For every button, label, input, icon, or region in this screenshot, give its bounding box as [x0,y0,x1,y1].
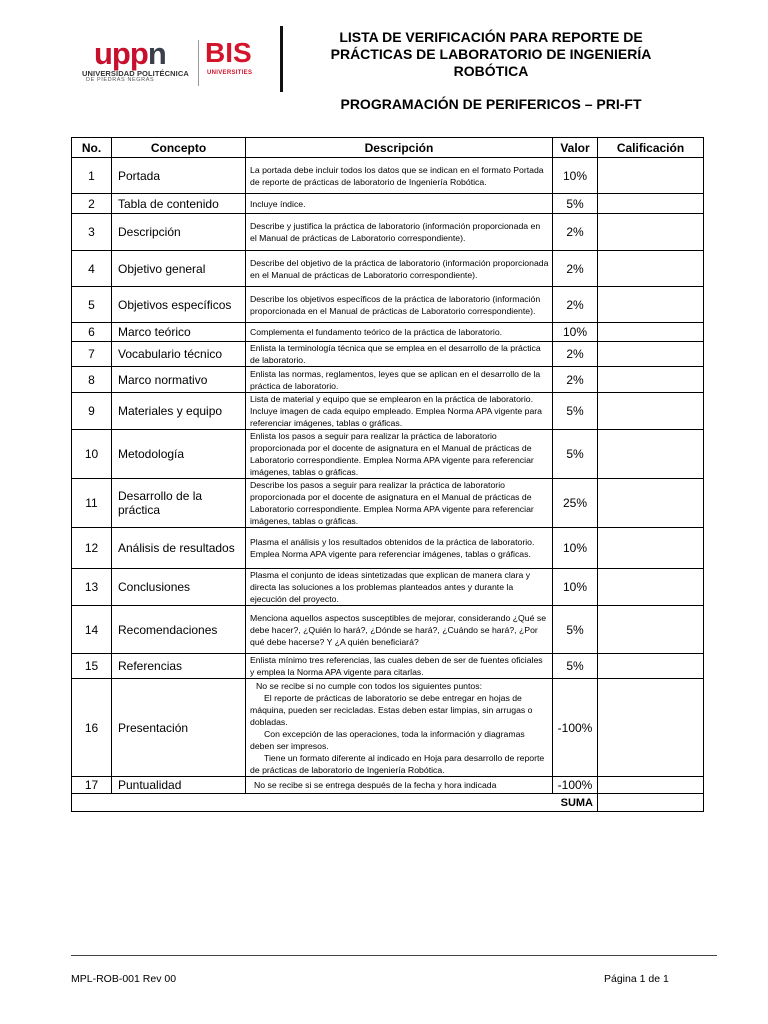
row-calificacion-cell[interactable] [598,194,704,214]
table-row [72,287,704,323]
uppn-logo-part2: n [147,36,166,71]
header-calificacion: Calificación [598,138,704,158]
suma-row [72,794,704,812]
row-calificacion-cell[interactable] [598,679,704,777]
row-valor: 2% [553,287,598,323]
row-concepto: Objetivo general [112,251,246,287]
row-calificacion-cell[interactable] [598,479,704,528]
header-concepto: Concepto [112,138,246,158]
row-concepto: Marco teórico [112,323,246,342]
presentacion-point-3: Tiene un formato diferente al indicado en Hoja para desarrollo de reporte de prácticas de laboratorio de Ingeniería Robótica. [250,752,545,775]
title-line-3: ROBÓTICA [453,63,529,79]
table-header-row [72,138,704,158]
uppn-bis-logo [80,38,280,88]
table-row [72,251,704,287]
row-concepto: Referencias [112,654,246,679]
checklist-table [71,137,704,812]
row-no: 2 [72,194,112,214]
title-line-1: LISTA DE VERIFICACIÓN PARA REPORTE DE [339,29,643,45]
row-concepto: Recomendaciones [112,606,246,654]
row-concepto: Marco normativo [112,367,246,393]
header-descripcion: Descripción [246,138,553,158]
row-concepto: Desarrollo de la práctica [112,479,246,528]
row-valor: -100% [553,777,598,794]
row-valor: 10% [553,158,598,194]
document-subtitle: PROGRAMACIÓN DE PERIFERICOS – PRI-FT [340,96,642,112]
row-no: 13 [72,569,112,606]
table-row [72,654,704,679]
table-row [72,194,704,214]
header-divider [280,26,283,92]
row-concepto: Tabla de contenido [112,194,246,214]
row-valor: 2% [553,367,598,393]
table-row [72,367,704,393]
presentacion-point-1: El reporte de prácticas de laboratorio se debe entregar en hojas de máquina, pueden ser recicladas. Estas deben estar limpias, sin arrugas o dobladas. [250,692,533,727]
row-descripcion: Enlista mínimo tres referencias, las cuales deben de ser de fuentes oficiales y emplea la Norma APA vigente para citarlas. [246,654,553,679]
row-no: 16 [72,679,112,777]
row-no: 4 [72,251,112,287]
row-no: 17 [72,777,112,794]
row-no: 14 [72,606,112,654]
row-valor: 5% [553,606,598,654]
table-row [72,342,704,367]
table-row [72,777,704,794]
suma-value-cell[interactable] [598,794,704,812]
row-concepto: Metodología [112,430,246,479]
row-calificacion-cell[interactable] [598,158,704,194]
table-row [72,214,704,251]
row-calificacion-cell[interactable] [598,569,704,606]
row-valor: 5% [553,393,598,430]
row-valor: 25% [553,479,598,528]
row-no: 10 [72,430,112,479]
row-descripcion: No se recibe si se entrega después de la fecha y hora indicada [246,777,553,794]
row-calificacion-cell[interactable] [598,606,704,654]
row-descripcion: Describe los objetivos específicos de la práctica de laboratorio (información proporcionada en el Manual de prácticas de Laboratorio correspondiente). [246,287,553,323]
table-row [72,479,704,528]
uppn-logo-line2: DE PIEDRAS NEGRAS [86,77,155,83]
row-descripcion: Enlista la terminología técnica que se emplea en el desarrollo de la práctica de laboratorio. [246,342,553,367]
row-calificacion-cell[interactable] [598,777,704,794]
row-concepto: Portada [112,158,246,194]
presentacion-point-2: Con excepción de las operaciones, toda la información y diagramas deben ser impresos. [250,728,525,751]
bis-logo-word: BIS [205,37,252,68]
table-row [72,323,704,342]
row-valor: 5% [553,430,598,479]
row-calificacion-cell[interactable] [598,323,704,342]
row-calificacion-cell[interactable] [598,393,704,430]
row-descripcion: Describe los pasos a seguir para realizar la práctica de laboratorio proporcionada por el docente de asignatura en el Manual de prácticas de Laboratorio correspondiente. Emplea Norma APA vigente para referenciar imágenes, tablas o gráficas. [246,479,553,528]
row-valor: 10% [553,528,598,569]
row-descripcion: Incluye índice. [246,194,553,214]
row-concepto: Conclusiones [112,569,246,606]
row-concepto: Descripción [112,214,246,251]
row-calificacion-cell[interactable] [598,214,704,251]
row-valor: -100% [553,679,598,777]
document-title [296,29,686,80]
row-descripcion: Enlista los pasos a seguir para realizar la práctica de laboratorio proporcionada por el docente de asignatura en el Manual de prácticas de Laboratorio correspondiente. Emplea Norma APA vigente para referenciar imágenes, tablas o gráficas. [246,430,553,479]
header-valor: Valor [553,138,598,158]
row-concepto: Análisis de resultados [112,528,246,569]
table-row [72,430,704,479]
presentacion-intro: No se recibe si no cumple con todos los siguientes puntos: [256,680,483,691]
row-valor: 2% [553,251,598,287]
row-descripcion: Plasma el análisis y los resultados obtenidos de la práctica de laboratorio. Emplea Norma APA vigente para referenciar imágenes, tablas o gráficas. [246,528,553,569]
row-valor: 2% [553,214,598,251]
row-descripcion: La portada debe incluir todos los datos que se indican en el formato Portada de reporte de prácticas de laboratorio de Ingeniería Robótica. [246,158,553,194]
row-no: 9 [72,393,112,430]
table-row [72,679,704,777]
row-no: 5 [72,287,112,323]
row-no: 11 [72,479,112,528]
table-row [72,569,704,606]
row-descripcion: Menciona aquellos aspectos susceptibles de mejorar, considerando ¿Qué se debe hacer?, ¿Quién lo hará?, ¿Dónde se hará?, ¿Cuándo se hará?, ¿Por qué debe hacerse? Y ¿A quién beneficiará? [246,606,553,654]
logo-divider [198,40,199,86]
header-no: No. [72,138,112,158]
row-calificacion-cell[interactable] [598,342,704,367]
row-no: 1 [72,158,112,194]
table-row [72,606,704,654]
suma-label: SUMA [72,794,598,812]
row-calificacion-cell[interactable] [598,287,704,323]
row-descripcion: Plasma el conjunto de ideas sintetizadas que explican de manera clara y directa las soluciones a los problemas planteados antes y durante la ejecución del proyecto. [246,569,553,606]
table-row [72,158,704,194]
footer-doc-code: MPL-ROB-001 Rev 00 [71,973,177,985]
row-valor: 2% [553,342,598,367]
row-descripcion: Describe y justifica la práctica de laboratorio (información proporcionada en el Manual de prácticas de Laboratorio correspondiente). [246,214,553,251]
row-no: 8 [72,367,112,393]
uppn-logo-part1: upp [94,36,148,71]
row-calificacion-cell[interactable] [598,430,704,479]
row-concepto: Materiales y equipo [112,393,246,430]
row-calificacion-cell[interactable] [598,654,704,679]
row-calificacion-cell[interactable] [598,251,704,287]
row-calificacion-cell[interactable] [598,528,704,569]
row-valor: 5% [553,194,598,214]
row-descripcion: Enlista las normas, reglamentos, leyes que se aplican en el desarrollo de la práctica de laboratorio. [246,367,553,393]
uppn-logo-line1: UNIVERSIDAD POLITÉCNICA [82,69,189,78]
row-no: 7 [72,342,112,367]
row-concepto: Objetivos específicos [112,287,246,323]
row-no: 3 [72,214,112,251]
row-descripcion: Lista de material y equipo que se emplearon en la práctica de laboratorio. Incluye imagen de cada equipo empleado. Emplea Norma APA vigente para referenciar imágenes, tablas o gráficas. [246,393,553,430]
row-concepto: Puntualidad [112,777,246,794]
title-line-2: PRÁCTICAS DE LABORATORIO DE INGENIERÍA [330,46,652,62]
footer-divider [71,955,717,956]
bis-logo-sub: UNIVERSITIES [207,70,253,76]
row-concepto: Presentación [112,679,246,777]
row-no: 6 [72,323,112,342]
row-descripcion: Describe del objetivo de la práctica de laboratorio (información proporcionada en el Manual de prácticas de Laboratorio correspondiente). [246,251,553,287]
row-descripcion [246,679,553,777]
row-calificacion-cell[interactable] [598,367,704,393]
row-descripcion: Complementa el fundamento teórico de la práctica de laboratorio. [246,323,553,342]
table-row [72,393,704,430]
footer-page-number: Página 1 de 1 [604,973,669,985]
uppn-logo-word [94,38,166,70]
row-valor: 5% [553,654,598,679]
table-row [72,528,704,569]
row-no: 12 [72,528,112,569]
row-valor: 10% [553,569,598,606]
row-valor: 10% [553,323,598,342]
row-no: 15 [72,654,112,679]
row-concepto: Vocabulario técnico [112,342,246,367]
